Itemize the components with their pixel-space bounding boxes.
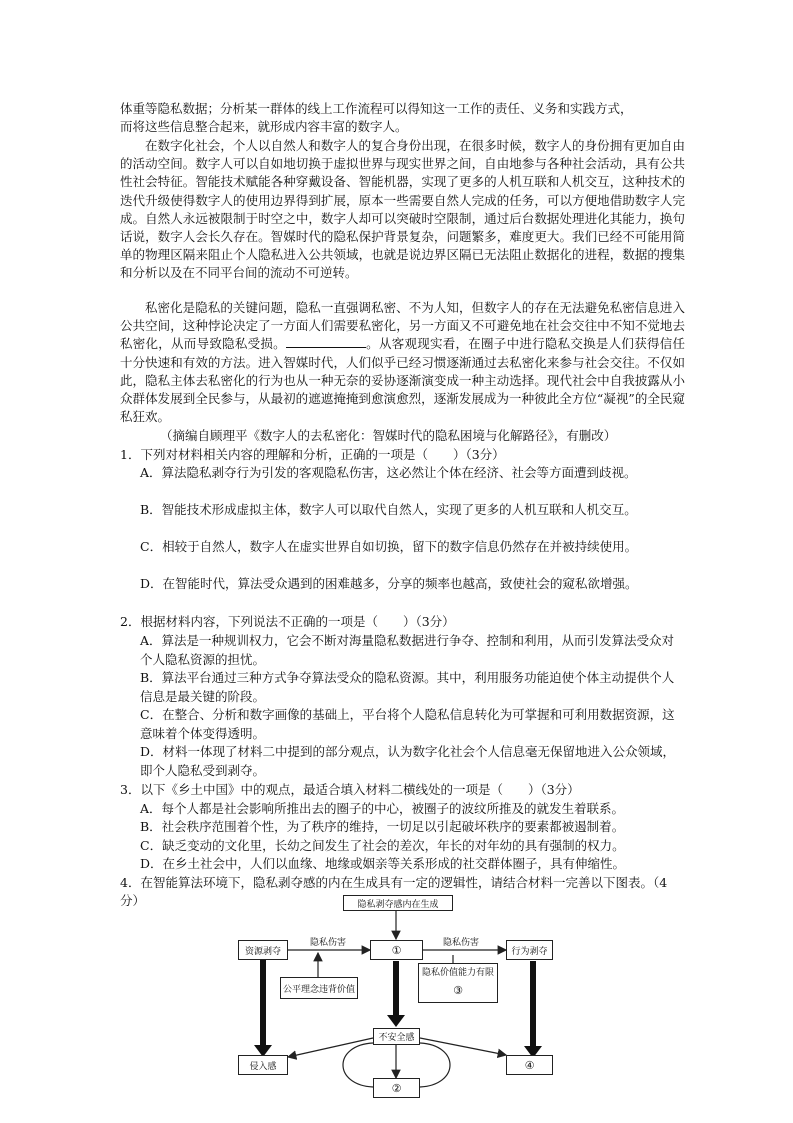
option-b: B．智能技术形成虚拟主体，数字人可以取代自然人，实现了更多的人机互联和人机交互。	[140, 502, 637, 517]
box-2: ②	[373, 1078, 420, 1098]
option-c: C．相较于自然人，数字人在虚实世界自如切换，留下的数字信息仍然存在并被持续使用。	[140, 539, 638, 554]
passage-text: 私密化是隐私的关键问题，隐私一直强调私密、不为人知，但数字人的存在无法避免私密信息进入公共空间，这种悖论决定了一方面人们需要私密化，另一方面又不可避免地在社会交往中不知不觉地去私密化，从而导致隐私受损。	[120, 300, 685, 352]
passage-line: 体重等隐私数据；分析某一群体的线上工作流程可以得知这一工作的责任、义务和实践方式，	[120, 101, 633, 116]
option-a: A．算法是一种规训权力，它会不断对海量隐私数据进行争夺、控制和利用，从而引发算法受众对个人隐私资源的担忧。	[140, 633, 675, 667]
source-citation: （摘编自顾理平《数字人的去私密化：智媒时代的隐私困境与化解路径》，有删改）	[160, 428, 617, 443]
option-d: D．在智能时代，算法受众遇到的困难越多，分享的频率也越高，致使社会的窥私欲增强。	[140, 576, 638, 591]
passage-paragraph	[120, 299, 685, 426]
invasion-box: 侵入感	[238, 1055, 288, 1075]
box-1: ①	[370, 940, 423, 960]
passage-paragraph: 在数字化社会，个人以自然人和数字人的复合身份出现，在很多时候，数字人的身份拥有更加自由的活动空间。数字人可以自如地切换于虚拟世界与现实世界之间，自由地参与各种社会活动，具有公共性社会特征。智能技术赋能各种穿戴设备、智能机器，实现了更多的人机互联和人机交互，这种技术的迭代升级使得数字人的使用边界得到扩展，原本一些需要自然人完成的任务，可以方便地借助数字人完成。自然人永远被限制于时空之中，数字人却可以突破时空限制，通过后台数据处理进化其能力，换句话说，数字人会长久存在。智媒时代的隐私保护背景复杂，问题繁多，难度更大。我们已经不可能用简单的物理区隔来阻止个人隐私进入公共领域，也就是说边界区隔已无法阻止数据化的进程，数据的搜集和分析以及在不同平台间的流动不可逆转。	[120, 138, 685, 281]
thick-arrow-center	[387, 1015, 405, 1027]
insecurity-box: 不安全感	[373, 1028, 420, 1045]
question-stem: 4．在智能算法环境下，隐私剥夺感的内在生成具有一定的逻辑性，请结合材料一完善以下图表。（4分）	[120, 875, 668, 908]
option-a: A．每个人都是社会影响所推出去的圈子的中心，被圈子的波纹所推及的就发生着联系。	[140, 801, 625, 816]
flow-diagram	[238, 895, 553, 1120]
question-stem: 2．根据材料内容，下列说法不正确的一项是（ ）（3分）	[120, 614, 455, 629]
box-3: ③	[418, 979, 498, 1003]
top-box: 隐私剥夺感内在生成	[343, 895, 453, 911]
fairness-box: 公平理念违背价值	[280, 977, 358, 999]
harm-label-right: 隐私伤害	[443, 938, 480, 948]
option-b: B．社会秩序范围着个性，为了秩序的维持，一切足以引起破坏秩序的要素都被遏制着。	[140, 819, 625, 834]
value-box: 隐私价值能力有限	[418, 963, 498, 979]
option-b: B．算法平台通过三种方式争夺算法受众的隐私资源。其中，利用服务功能迫使个体主动提供个人信息是最关键的阶段。	[140, 670, 675, 704]
option-d: D．在乡土社会中，人们以血缘、地缘或姻亲等关系形成的社交群体圈子，具有伸缩性。	[140, 856, 626, 871]
action-deprivation-box: 行为剥夺	[506, 940, 553, 960]
option-a: A．算法隐私剥夺行为引发的客观隐私伤害，这必然让个体在经济、社会等方面遭到歧视。	[140, 465, 637, 480]
harm-label-left: 隐私伤害	[310, 938, 347, 948]
resource-deprivation-box: 资源剥夺	[238, 940, 288, 960]
option-c: C．在整合、分析和数字画像的基础上，平台将个人隐私信息转化为可掌握和可利用数据资源，这意味着个体变得透明。	[140, 707, 675, 741]
question-stem: 1．下列对材料相关内容的理解和分析，正确的一项是（ ）（3分）	[120, 447, 505, 462]
fill-blank	[286, 335, 366, 348]
passage-text: 。从客观现实看，在圈子中进行隐私交换是人们获得信任十分快速和有效的方法。进入智媒时代，人们似乎已经习惯逐渐通过去私密化来参与社会交往。不仅如此，隐私主体去私密化的行为也从一种无奈的妥协逐渐演变成一种主动选择。现代社会中自我披露从小众群体发展到全民参与，从最初的遮遮掩掩到愈演愈烈，逐渐发展成为一种彼此全方位“凝视”的全民窥私狂欢。	[120, 336, 685, 425]
passage-line: 而将这些信息整合起来，就形成内容丰富的数字人。	[120, 119, 408, 134]
option-d: D．材料一体现了材料二中提到的部分观点，认为数字化社会个人信息毫无保留地进入公众领域，即个人隐私受到剥夺。	[140, 744, 676, 778]
question-stem: 3．以下《乡土中国》中的观点，最适合填入材料二横线处的一项是（ ）（3分）	[120, 782, 580, 797]
box-4: ④	[506, 1055, 553, 1075]
option-c: C．缺乏变动的文化里，长幼之间发生了社会的差次，年长的对年幼的具有强制的权力。	[140, 838, 625, 853]
